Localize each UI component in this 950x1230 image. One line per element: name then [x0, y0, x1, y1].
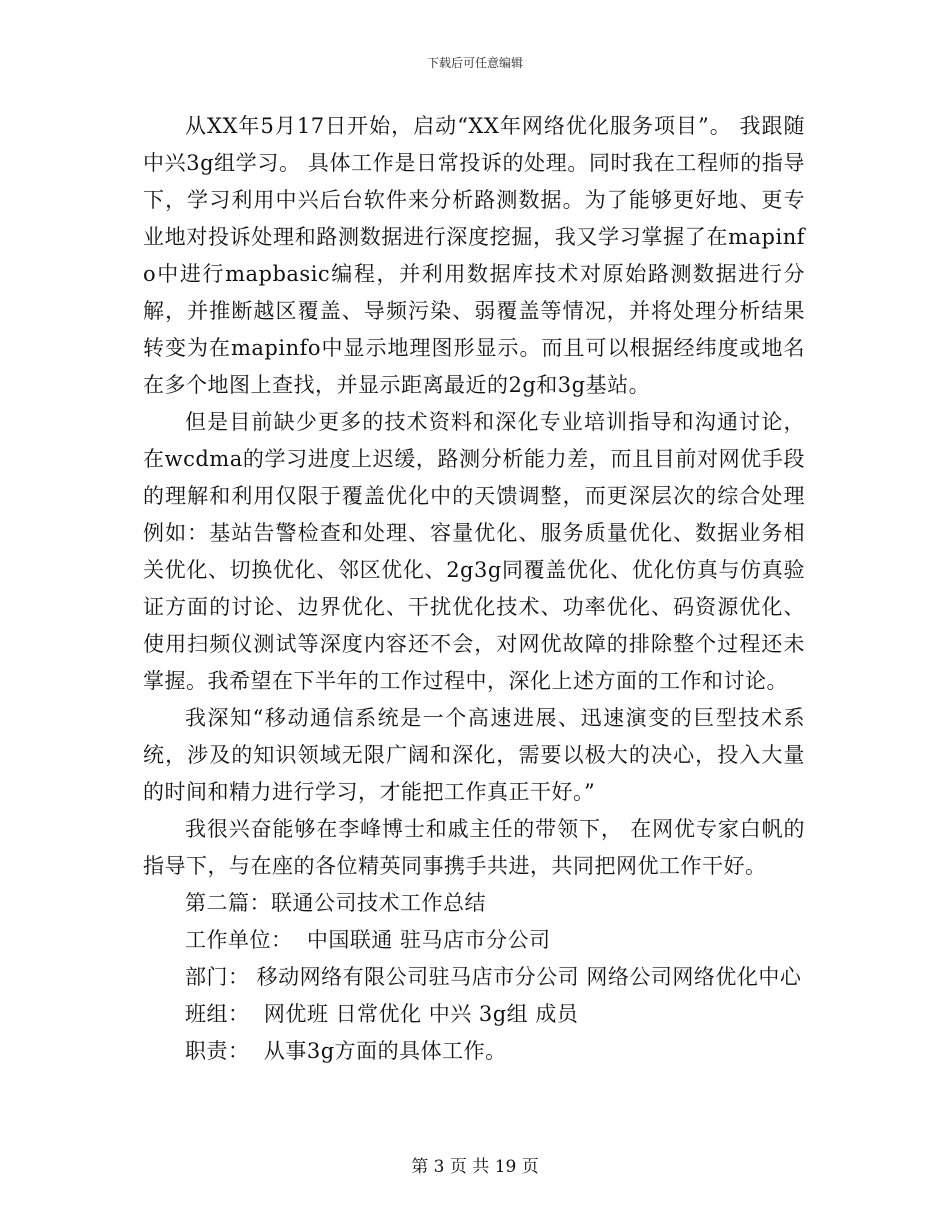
document-body	[143, 108, 805, 1070]
section-title: 第二篇：联通公司技术工作总结	[185, 891, 486, 915]
paragraph-1: 从XX年5月17日开始，启动“XX年网络优化服务项目”。 我跟随中兴3g组学习。 具体工作是日常投诉的处理。同时我在工程师的指导下，学习利用中兴后台软件来分析路测数据。为了能够更好地、更专业地对投诉处理和路测数据进行深度挖掘，我又学习掌握了在mapinfo中进行mapbasic编程，并利用数据库技术对原始路测数据进行分解，并推断越区覆盖、导频污染、弱覆盖等情况，并将处理分析结果转变为在mapinfo中显示地理图形显示。而且可以根据经纬度或地名在多个地图上查找，并显示距离最近的2g和3g基站。	[143, 114, 805, 397]
paragraph-2: 但是目前缺少更多的技术资料和深化专业培训指导和沟通讨论，在wcdma的学习进度上迟缓，路测分析能力差，而且目前对网优手段的理解和利用仅限于覆盖优化中的天馈调整，而更深层次的综合处理例如：基站告警检查和处理、容量优化、服务质量优化、数据业务相关优化、切换优化、邻区优化、2g3g同覆盖优化、优化仿真与仿真验证方面的讨论、边界优化、干扰优化技术、功率优化、码资源优化、使用扫频仪测试等深度内容还不会，对网优故障的排除整个过程还未掌握。我希望在下半年的工作过程中，深化上述方面的工作和讨论。	[143, 410, 805, 693]
page-footer: 第 3 页 共 19 页	[411, 1157, 539, 1177]
paragraph-4: 我很兴奋能够在李峰博士和戚主任的带领下， 在网优专家白帆的指导下，与在座的各位精英同事携手共进，共同把网优工作干好。	[143, 817, 805, 878]
paragraph-3: 我深知“移动通信系统是一个高速进展、迅速演变的巨型技术系统，涉及的知识领域无限广阔和深化，需要以极大的决心，投入大量的时间和精力进行学习，才能把工作真正干好。”	[143, 706, 805, 804]
field-work-unit: 工作单位： 中国联通 驻马店市分公司	[185, 928, 551, 952]
field-team: 班组： 网优班 日常优化 中兴 3g组 成员	[185, 1002, 579, 1026]
field-department: 部门： 移动网络有限公司驻马店市分公司 网络公司网络优化中心	[185, 965, 802, 989]
page-header: 下载后可任意编辑	[426, 56, 523, 70]
field-duty: 职责： 从事3g方面的具体工作。	[185, 1039, 507, 1063]
